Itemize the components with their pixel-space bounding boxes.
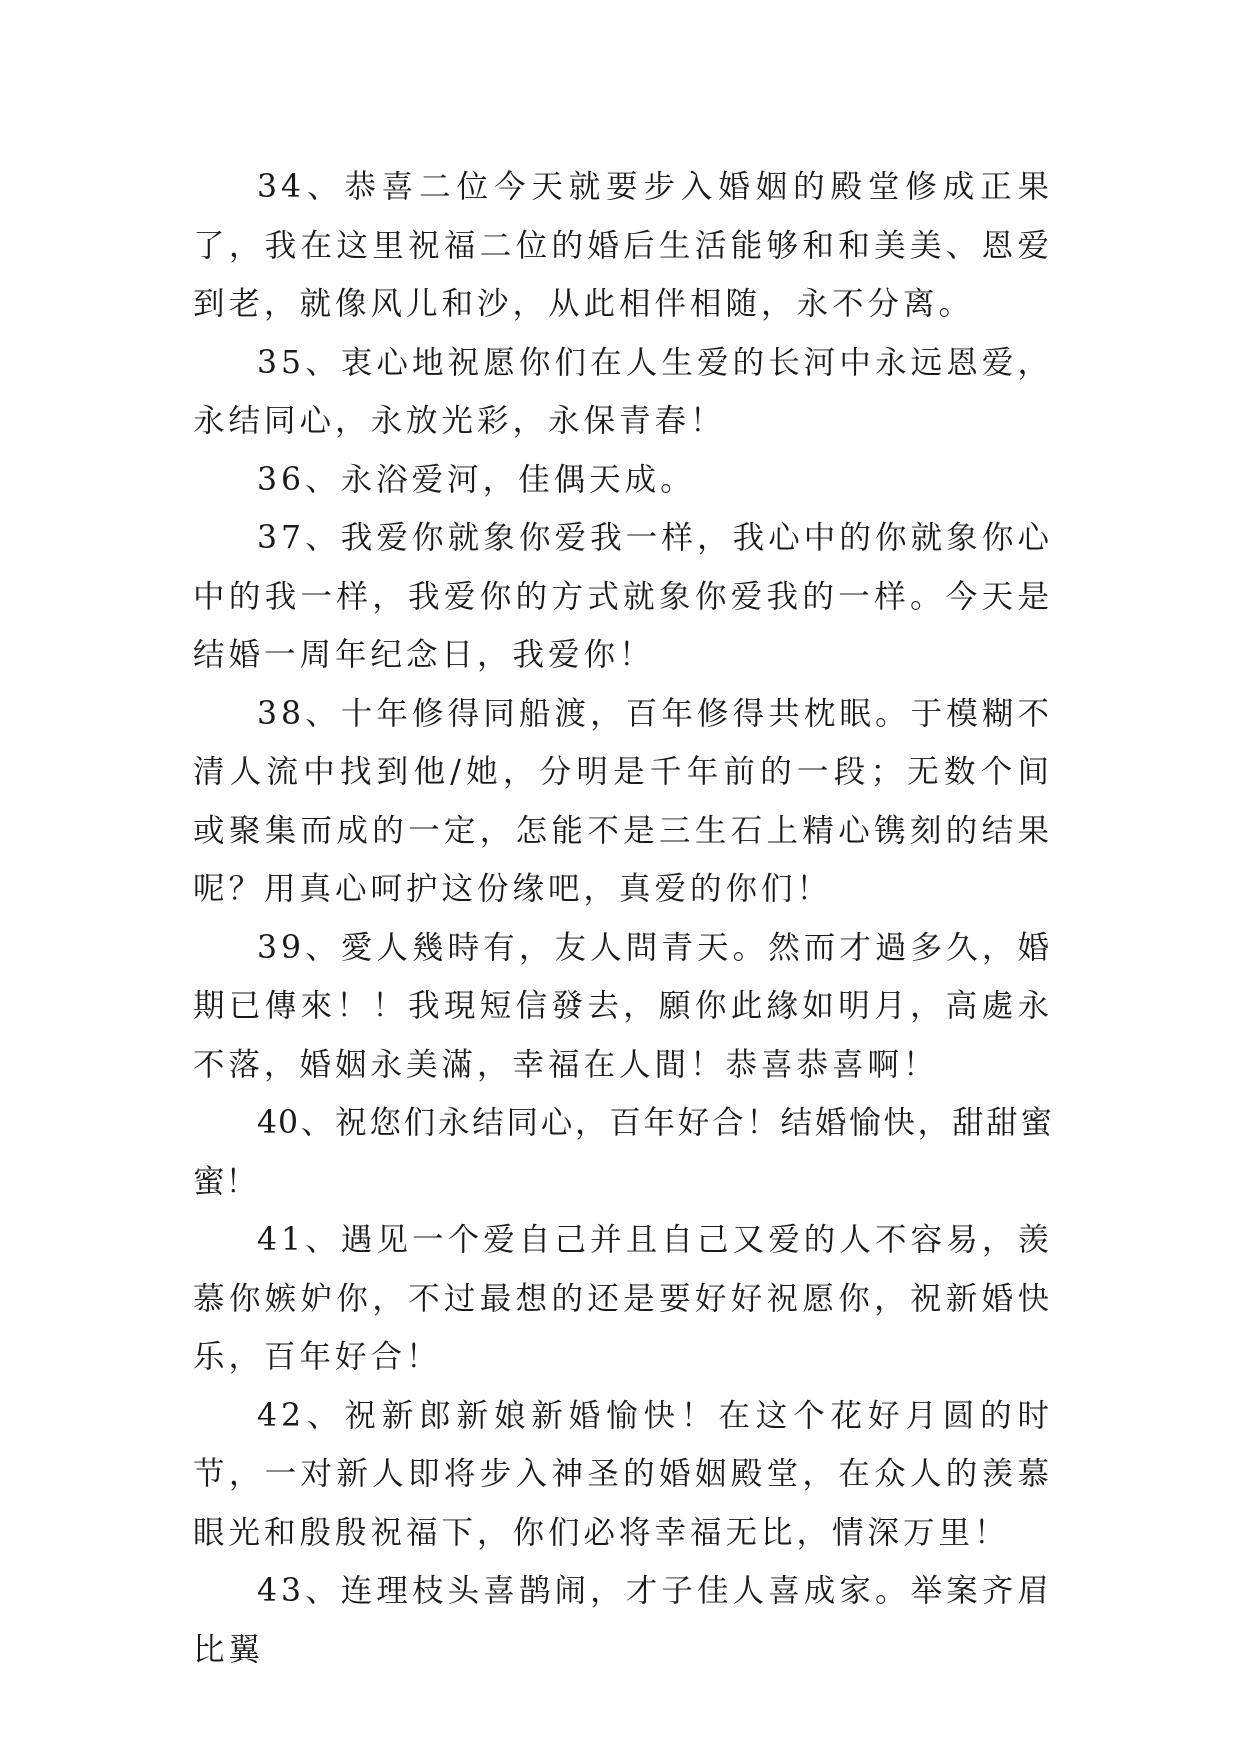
paragraph-40: 40、祝您们永结同心，百年好合！结婚愉快，甜甜蜜蜜！ <box>193 1105 1053 1200</box>
paragraph-34: 34、恭喜二位今天就要步入婚姻的殿堂修成正果了，我在这里祝福二位的婚后生活能够和和美美、恩爱到老，就像风儿和沙，从此相伴相随，永不分离。 <box>193 169 1053 322</box>
paragraph-39: 39、愛人幾時有，友人問青天。然而才過多久，婚期已傳來！！我現短信發去，願你此緣如明月，高處永不落，婚姻永美滿，幸福在人間！恭喜恭喜啊！ <box>193 929 1053 1083</box>
paragraph-37: 37、我爱你就象你爱我一样，我心中的你就象你心中的我一样，我爱你的方式就象你爱我的一样。今天是结婚一周年纪念日，我爱你！ <box>193 520 1053 673</box>
paragraph-42: 42、祝新郎新娘新婚愉快！在这个花好月圆的时节，一对新人即将步入神圣的婚姻殿堂，在众人的羡慕眼光和殷殷祝福下，你们必将幸福无比，情深万里！ <box>193 1397 1053 1551</box>
paragraph-35: 35、衷心地祝愿你们在人生爱的长河中永远恩爱，永结同心，永放光彩，永保青春！ <box>193 344 1053 439</box>
document-body <box>193 158 1053 1679</box>
paragraph-36: 36、永浴爱河，佳偶天成。 <box>257 461 696 498</box>
paragraph-41: 41、遇见一个爱自己并且自己又爱的人不容易，羡慕你嫉妒你，不过最想的还是要好好祝愿你，祝新婚快乐，百年好合！ <box>193 1222 1053 1375</box>
paragraph-43: 43、连理枝头喜鹊闹，才子佳人喜成家。举案齐眉比翼 <box>193 1573 1053 1668</box>
paragraph-38: 38、十年修得同船渡，百年修得共枕眠。于模糊不清人流中找到他/她，分明是千年前的一段；无数个间或聚集而成的一定，怎能不是三生石上精心镌刻的结果呢？用真心呵护这份缘吧，真爱的你们！ <box>193 695 1053 907</box>
